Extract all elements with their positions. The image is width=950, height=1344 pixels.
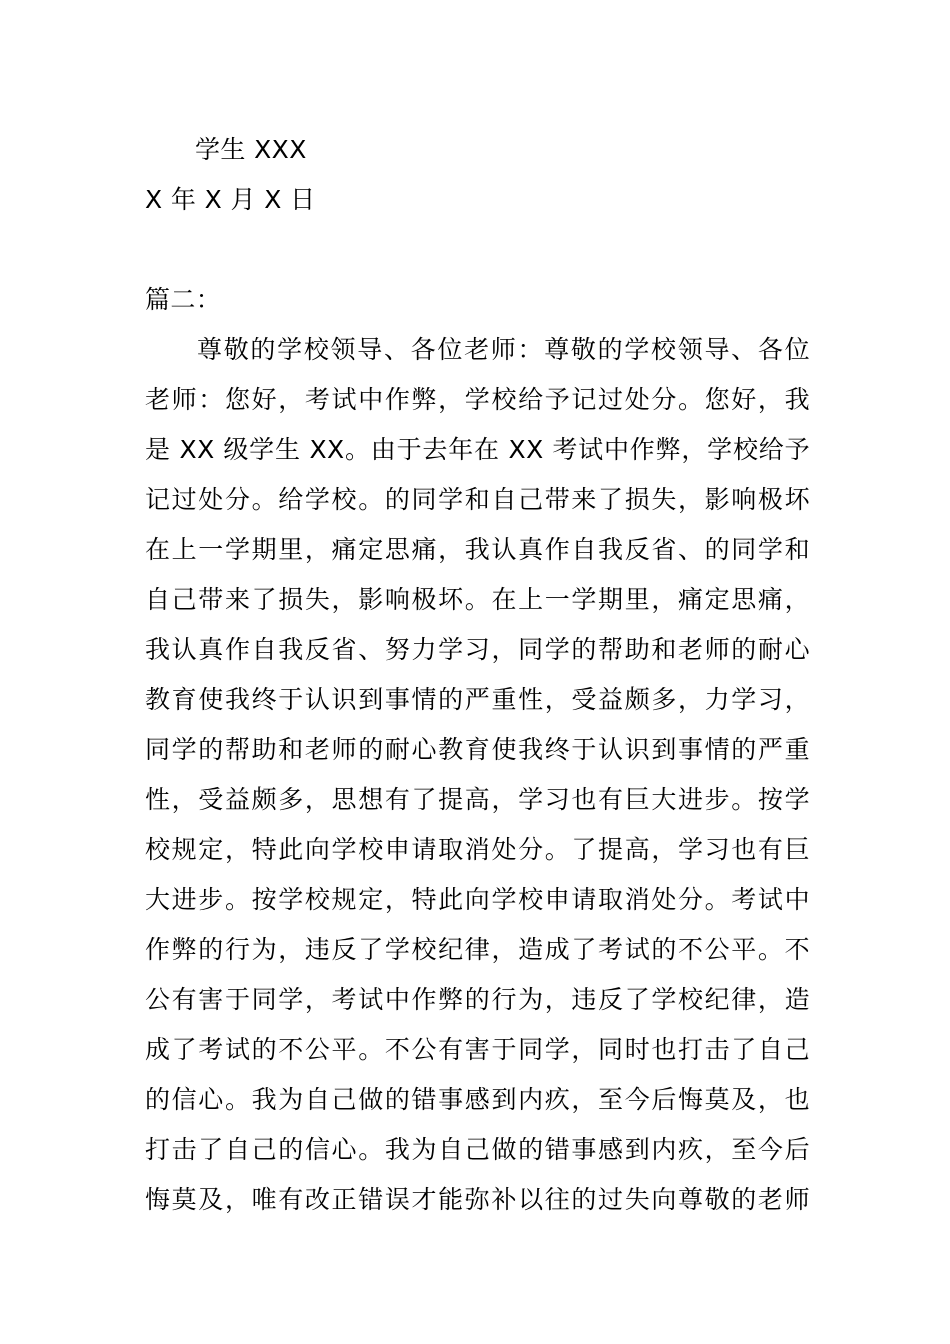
body-line: 公有害于同学，考试中作弊的行为，违反了学校纪律，造 (145, 985, 810, 1014)
date-line: X 年 X 月 X 日 (145, 185, 316, 214)
letter-body (145, 335, 810, 1235)
body-line: 悔莫及，唯有改正错误才能弥补以往的过失向尊敬的老师 (145, 1185, 810, 1214)
body-line: 大进步。按学校规定，特此向学校申请取消处分。考试中 (145, 885, 810, 914)
body-line: 校规定，特此向学校申请取消处分。了提高，学习也有巨 (145, 835, 810, 864)
body-line: 记过处分。给学校。的同学和自己带来了损失，影响极坏 (145, 485, 810, 514)
signature-line: 学生 XXX (195, 135, 307, 164)
body-line: 老师：您好，考试中作弊，学校给予记过处分。您好，我 (145, 385, 810, 414)
body-line: 尊敬的学校领导、各位老师：尊敬的学校领导、各位 (197, 335, 810, 364)
body-line: 性，受益颇多，思想有了提高，学习也有巨大进步。按学 (145, 785, 810, 814)
body-line: 同学的帮助和老师的耐心教育使我终于认识到事情的严重 (145, 735, 810, 764)
body-line: 的信心。我为自己做的错事感到内疚，至今后悔莫及，也 (145, 1085, 810, 1114)
section-heading: 篇二： (145, 285, 222, 314)
body-line: 成了考试的不公平。不公有害于同学，同时也打击了自己 (145, 1035, 810, 1064)
body-line: 作弊的行为，违反了学校纪律，造成了考试的不公平。不 (145, 935, 810, 964)
body-line: 是 XX 级学生 XX。由于去年在 XX 考试中作弊，学校给予 (145, 435, 810, 464)
body-line: 教育使我终于认识到事情的严重性，受益颇多，力学习， (145, 685, 810, 714)
body-line: 打击了自己的信心。我为自己做的错事感到内疚，至今后 (145, 1135, 810, 1164)
body-line: 在上一学期里，痛定思痛，我认真作自我反省、的同学和 (145, 535, 810, 564)
body-line: 我认真作自我反省、努力学习，同学的帮助和老师的耐心 (145, 635, 810, 664)
body-line: 自己带来了损失，影响极坏。在上一学期里，痛定思痛， (145, 585, 810, 614)
